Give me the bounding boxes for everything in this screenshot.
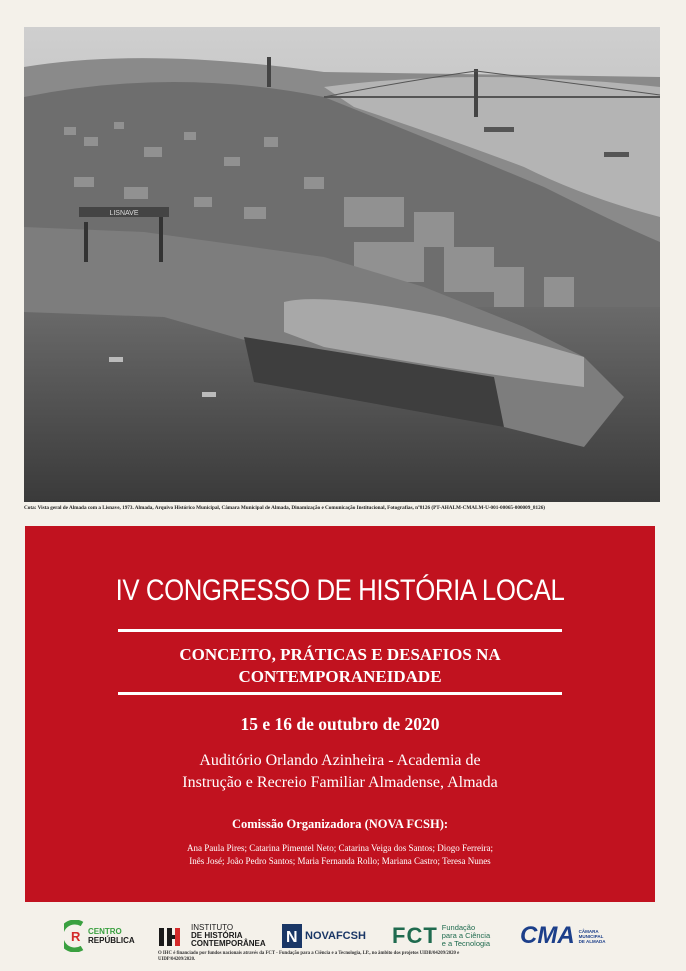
funding-line-1: O IHC é financiado por fundos nacionais através da FCT - Fundação para a Ciência e a Tecnologia, I.P., no âmbito dos projetos UIDB/04209/2020 e (158, 951, 460, 956)
fct-label: FCT (392, 923, 438, 948)
committee-line-1: Ana Paula Pires; Catarina Pimentel Neto; Catarina Veiga dos Santos; Diogo Ferreira; (186, 843, 494, 853)
subtitle-line-1: CONCEITO, PRÁTICAS E DESAFIOS NA (179, 645, 501, 664)
republica-label: REPÚBLICA (88, 936, 135, 945)
event-subtitle (25, 644, 655, 688)
aerial-photo (24, 27, 660, 502)
committee-title: Comissão Organizadora (NOVA FCSH): (231, 817, 449, 831)
event-dates: 15 e 16 de outubro de 2020 (240, 714, 440, 734)
photo-caption: Cota: Vista geral de Almada com a Lisnave, 1973. Almada, Arquivo Histórico Municipal, Câmara Municipal de Almada, Dinamização e Comunicação Institucional, Fotografias, nº8126 (PT-AHALM-CMALM-U-001-00065-000009_8126) (24, 505, 546, 511)
divider-top (118, 629, 562, 632)
venue-line-1: Auditório Orlando Azinheira - Academia de (199, 752, 481, 769)
venue-line-2: Instrução e Recreio Familiar Almadense, Almada (182, 774, 498, 791)
fct-sub-1: Fundação (441, 923, 476, 932)
cma-label: CMA (520, 922, 575, 949)
ihc-line-1: INSTITUTO (191, 923, 234, 932)
fct-sub-3: e a Tecnologia (441, 939, 490, 948)
event-panel (25, 526, 655, 902)
subtitle-line-2: CONTEMPORANEIDADE (238, 667, 442, 686)
lisnave-sign: LISNAVE (109, 210, 139, 217)
divider-bottom (118, 692, 562, 695)
event-venue (25, 750, 655, 794)
centro-label: CENTRO (88, 927, 122, 936)
cma-sub-1: CÂMARA (578, 928, 599, 934)
funding-line-2: UIDP/04209/2020. (158, 957, 196, 962)
committee-members (25, 842, 655, 868)
logo-cma (520, 918, 606, 954)
committee-line-2: Inês José; João Pedro Santos; Maria Fernanda Rollo; Mariana Castro; Teresa Nunes (189, 856, 491, 866)
svg-text:N: N (286, 929, 298, 946)
logo-nova-fcsh (282, 918, 366, 954)
svg-text:R: R (71, 929, 81, 944)
nova-label: NOVAFCSH (305, 930, 366, 942)
ihc-line-2: DE HISTÓRIA (191, 931, 243, 940)
cma-sub-3: DE ALMADA (578, 938, 606, 944)
aerial-photo-illustration (24, 27, 660, 502)
logo-fct (392, 918, 490, 954)
ihc-line-3: CONTEMPORÂNEA (191, 939, 266, 948)
ihc-icon (158, 924, 188, 948)
nova-icon (282, 924, 302, 948)
logo-ihc (158, 918, 266, 954)
cma-sub-2: MUNICIPAL (578, 933, 604, 939)
logo-centro-republica (64, 918, 135, 954)
centro-republica-icon (64, 920, 86, 952)
fct-sub-2: para a Ciência (441, 931, 491, 940)
event-title: IV CONGRESSO DE HISTÓRIA LOCAL (115, 574, 565, 607)
funding-note (158, 951, 518, 963)
